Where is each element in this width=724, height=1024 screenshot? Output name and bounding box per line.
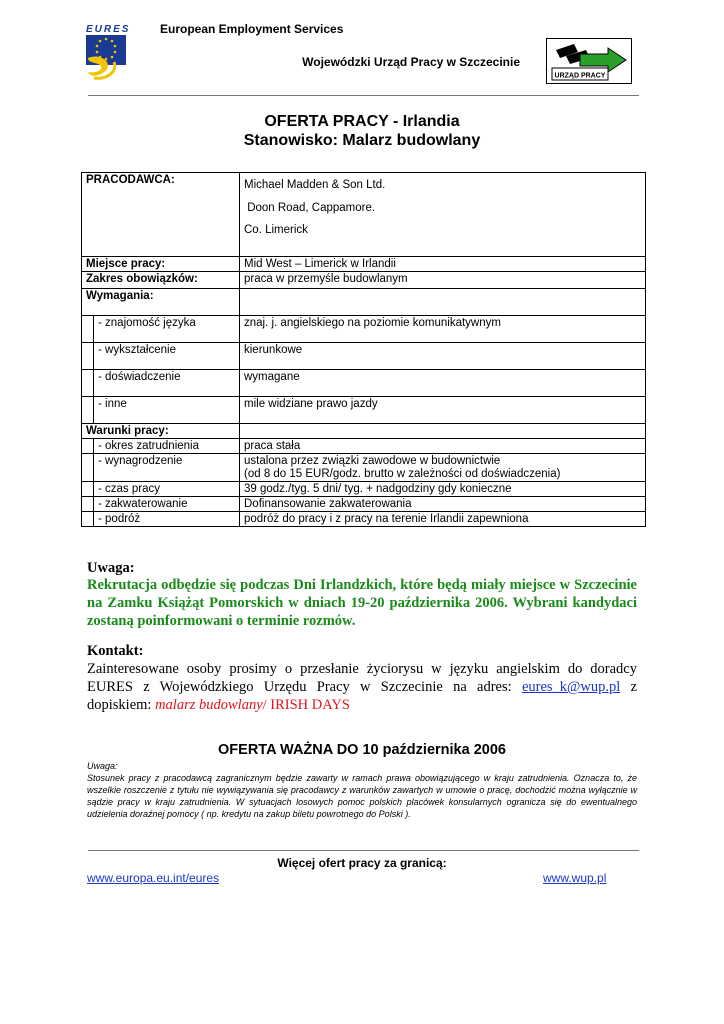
conditions-label: Warunki pracy:	[82, 424, 240, 439]
wup-logo	[546, 38, 632, 84]
table-row	[82, 397, 646, 424]
condition-label: - czas pracy	[94, 482, 240, 497]
condition-value: podróż do pracy i z pracy na terenie Irlandii zapewniona	[240, 512, 646, 527]
condition-value-line: (od 8 do 15 EUR/godz. brutto w zależności od doświadczenia)	[244, 468, 561, 480]
contact-text	[87, 660, 637, 714]
offer-table	[81, 172, 646, 527]
requirement-label: - wykształcenie	[94, 343, 240, 370]
table-row	[82, 173, 646, 257]
position-title: Stanowisko: Malarz budowlany	[243, 132, 481, 149]
employer-value	[240, 173, 646, 257]
table-row	[82, 257, 646, 272]
table-row	[82, 512, 646, 527]
recruitment-note: Rekrutacja odbędzie się podczas Dni Irlandzkich, które będą miały miejsce w Szczecinie na Zamku Książąt Pomorskich w dniach 19-20 października 2006. Wybrani kandydaci zostaną poinformowani o terminie rozmów.	[87, 577, 637, 629]
condition-label: - zakwaterowanie	[94, 497, 240, 512]
contact-email-link[interactable]: eures_k@wup.pl	[521, 679, 621, 695]
legal-note-heading: Uwaga:	[87, 761, 118, 771]
place-value: Mid West – Limerick w Irlandii	[240, 257, 646, 272]
table-row	[82, 497, 646, 512]
condition-value: 39 godz./tyg. 5 dni/ tyg. + nadgodziny gdy konieczne	[240, 482, 646, 497]
wup-logo-text: URZĄD PRACY	[554, 72, 606, 80]
employer-line: Doon Road, Cappamore.	[244, 201, 376, 214]
requirement-label: - doświadczenie	[94, 370, 240, 397]
table-row	[82, 454, 646, 482]
eures-logo	[84, 22, 136, 82]
condition-value-line: ustalona przez związki zawodowe w budownictwie	[244, 455, 501, 467]
eures-link[interactable]: www.europa.eu.int/eures	[87, 871, 220, 885]
contact-text-intro: Zainteresowane osoby prosimy o przesłanie życiorysu w języku angielskim do doradcy EURES z Wojewódzkiego Urzędu Pracy w Szczecinie na adres:	[87, 661, 637, 695]
table-row	[82, 439, 646, 454]
offer-title: OFERTA PRACY - Irlandia	[264, 113, 460, 130]
table-row	[82, 272, 646, 289]
employer-line: Co. Limerick	[244, 224, 308, 236]
requirement-value: mile widziane prawo jazdy	[240, 397, 646, 424]
legal-note-text: Stosunek pracy z pracodawcą zagranicznym będzie zawarty w ramach prawa obowiązującego w kraju zatrudnienia. Oznacza to, że wszelkie roszczenie z tytułu nie wywiązywania się pracodawcy z warunków zawartych w umowie o pracę, dochodzić można wyłącznie w sądzie pracy w kraju zatrudnienia. W sytuacjach losowych pomoc polskich placówek konsularnych ogranicza się do ewentualnego udzielenia doraźnej pomocy ( np. kredytu na zakup biletu powrotnego do Polski ).	[87, 773, 637, 819]
table-row	[82, 316, 646, 343]
wup-link[interactable]: www.wup.pl	[543, 871, 607, 885]
condition-value: Dofinansowanie zakwaterowania	[240, 497, 646, 512]
condition-label: - podróż	[94, 512, 240, 527]
footer-title: Więcej ofert pracy za granicą:	[277, 856, 447, 870]
requirement-value: znaj. j. angielskiego na poziomie komunikatywnym	[240, 316, 646, 343]
contact-tag-italic: malarz budowlany	[155, 697, 263, 713]
requirement-value: wymagane	[240, 370, 646, 397]
condition-value: praca stała	[240, 439, 646, 454]
duties-value: praca w przemyśle budowlanym	[240, 272, 646, 289]
contact-text-mid: z dopiskiem:	[87, 679, 637, 713]
office-name: Wojewódzki Urząd Pracy w Szczecinie	[302, 55, 520, 69]
org-name: European Employment Services	[160, 22, 344, 36]
valid-until: OFERTA WAŻNA DO 10 października 2006	[218, 742, 506, 758]
table-row	[82, 370, 646, 397]
requirement-label: - znajomość języka	[94, 316, 240, 343]
table-row	[82, 482, 646, 497]
requirement-value: kierunkowe	[240, 343, 646, 370]
duties-label: Zakres obowiązków:	[82, 272, 240, 289]
requirements-label: Wymagania:	[82, 289, 240, 316]
condition-value	[240, 454, 646, 482]
note-heading: Uwaga:	[87, 560, 135, 576]
condition-label: - okres zatrudnienia	[94, 439, 240, 454]
requirement-label: - inne	[94, 397, 240, 424]
place-label: Miejsce pracy:	[82, 257, 240, 272]
employer-line: Michael Madden & Son Ltd.	[244, 179, 386, 191]
condition-label: - wynagrodzenie	[94, 454, 240, 482]
table-row	[82, 424, 646, 439]
eures-logo-text: EURES	[86, 24, 131, 35]
employer-label: PRACODAWCA:	[82, 173, 240, 257]
header-divider	[88, 95, 639, 96]
contact-heading: Kontakt:	[87, 643, 144, 659]
footer-divider	[88, 850, 639, 851]
table-row	[82, 343, 646, 370]
contact-tag-rest: / IRISH DAYS	[262, 697, 350, 713]
table-row	[82, 289, 646, 316]
